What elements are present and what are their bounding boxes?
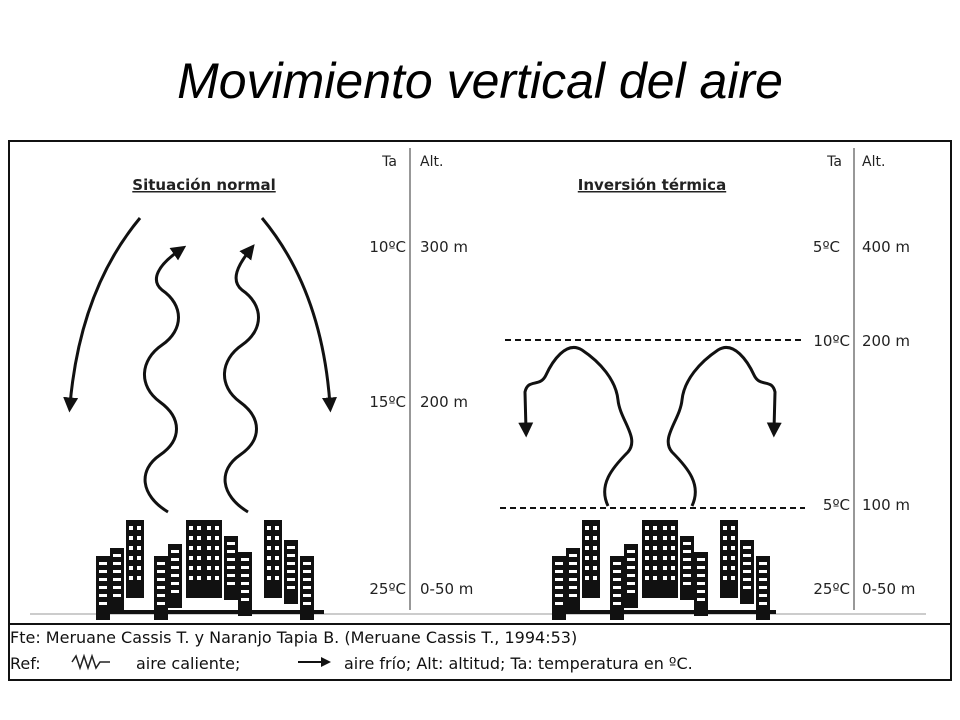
inversion-alt-3: 100 m bbox=[862, 496, 911, 514]
normal-alt-1: 300 m bbox=[420, 238, 469, 256]
hot-air-wave-inversion-left bbox=[525, 347, 632, 506]
cold-air-arrow-right bbox=[262, 218, 330, 405]
inversion-col-temp: Ta bbox=[827, 154, 842, 170]
normal-heading: Situación normal bbox=[132, 176, 276, 194]
inversion-temp-4: 25ºC bbox=[813, 580, 850, 598]
hot-air-label: aire caliente; bbox=[136, 654, 241, 673]
ref-prefix: Ref: bbox=[10, 654, 41, 673]
inversion-temp-1: 5ºC bbox=[812, 238, 840, 256]
normal-temp-2: 15ºC bbox=[369, 393, 406, 411]
hot-air-wave-2 bbox=[224, 250, 258, 512]
cold-air-arrow-left bbox=[70, 218, 140, 405]
normal-col-temp: Ta bbox=[382, 154, 397, 170]
slide-title: Movimiento vertical del aire bbox=[177, 53, 783, 109]
inversion-col-alt: Alt. bbox=[862, 154, 886, 170]
inversion-temp-2: 10ºC bbox=[813, 332, 850, 350]
inversion-alt-4: 0-50 m bbox=[862, 580, 916, 598]
hot-air-wave-1 bbox=[144, 250, 180, 512]
city-buildings-left bbox=[96, 520, 324, 620]
normal-col-alt: Alt. bbox=[420, 154, 444, 170]
normal-alt-2: 200 m bbox=[420, 393, 469, 411]
hot-air-legend-icon bbox=[72, 656, 110, 668]
city-buildings-right bbox=[552, 520, 776, 620]
cold-air-label: aire frío; Alt: altitud; Ta: temperatura en ºC. bbox=[344, 654, 693, 673]
source-credit: Fte: Meruane Cassis T. y Naranjo Tapia B. (Meruane Cassis T., 1994:53) bbox=[10, 628, 578, 647]
normal-temp-3: 25ºC bbox=[369, 580, 406, 598]
inversion-alt-2: 200 m bbox=[862, 332, 911, 350]
normal-alt-3: 0-50 m bbox=[420, 580, 474, 598]
normal-temp-1: 10ºC bbox=[369, 238, 406, 256]
inversion-temp-3: 5ºC bbox=[822, 496, 850, 514]
inversion-heading: Inversión térmica bbox=[577, 176, 727, 194]
figure-frame bbox=[9, 141, 951, 680]
inversion-alt-1: 400 m bbox=[862, 238, 911, 256]
hot-air-wave-inversion-right bbox=[668, 347, 775, 506]
